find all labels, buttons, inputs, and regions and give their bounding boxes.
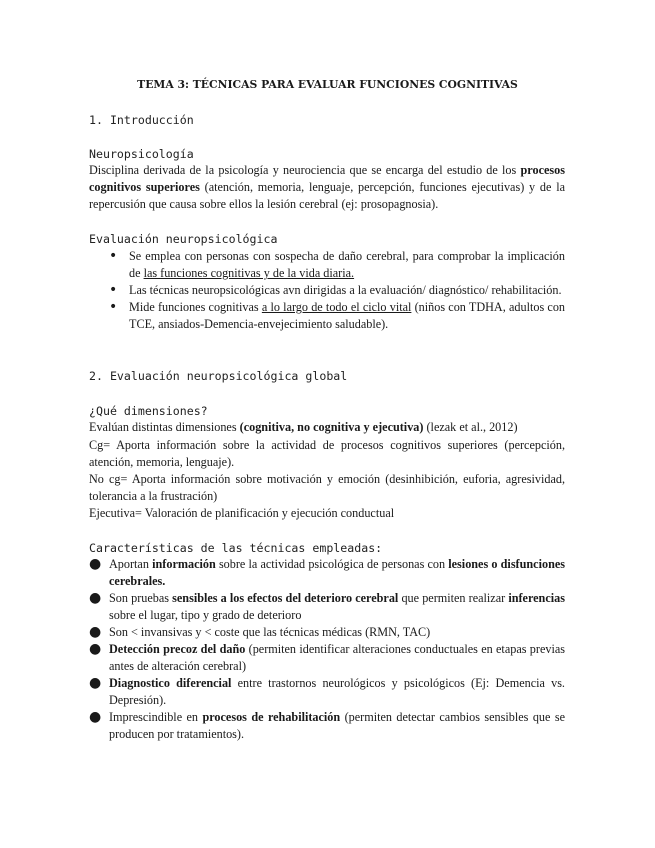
bullet-icon: ● bbox=[89, 624, 102, 640]
text-span: Evalúan distintas dimensiones bbox=[89, 420, 240, 434]
subheading-dimensiones: ¿Qué dimensiones? bbox=[89, 404, 208, 418]
text-span: (permiten detectar cambios sensibles que se producen por tratamientos). bbox=[109, 710, 566, 741]
list-item bbox=[89, 675, 565, 709]
bold-text: lesiones o disfunciones cerebrales. bbox=[109, 557, 565, 588]
bullet-icon: ● bbox=[89, 709, 102, 725]
bullet-icon: • bbox=[109, 299, 118, 315]
paragraph-cg: Cg= Aporta información sobre la actividad de procesos cognitivos superiores (percepción, atención, memoria, lenguaje). bbox=[89, 438, 565, 469]
list-item bbox=[109, 248, 565, 282]
bullet-icon: • bbox=[109, 248, 118, 264]
paragraph-ejecutiva: Ejecutiva= Valoración de planificación y ejecución conductual bbox=[89, 506, 395, 520]
evaluacion-bullet-list bbox=[109, 248, 566, 333]
caracteristicas-bullet-list bbox=[89, 556, 566, 743]
text-span: sobre la actividad psicológica de personas con bbox=[215, 557, 449, 571]
text-span: Mide funciones cognitivas bbox=[129, 300, 262, 314]
text-span: (permiten identificar alteraciones conductuales en etapas previas antes de alteración cerebral) bbox=[109, 642, 565, 673]
text-span: entre trastornos neurológicos y psicológicos (Ej: Demencia vs. Depresión). bbox=[109, 676, 565, 707]
paragraph-neuropsicologia bbox=[89, 162, 565, 213]
bold-text: Detección precoz del daño bbox=[109, 642, 246, 656]
text-span: Aportan bbox=[109, 557, 153, 571]
bold-text: información bbox=[152, 557, 216, 571]
paragraph-no-cg: No cg= Aporta información sobre motivación y emoción (desinhibición, euforia, agresividad, tolerancia a la frustración) bbox=[89, 472, 565, 503]
underlined-text: a lo largo de todo el ciclo vital bbox=[261, 300, 412, 314]
text-span: (lezak et al., 2012) bbox=[423, 420, 518, 434]
bullet-icon: ● bbox=[89, 556, 102, 572]
section-heading-introduccion: 1. Introducción bbox=[89, 113, 194, 127]
list-item bbox=[89, 590, 565, 624]
text-span: Son < invansivas y < coste que las técnicas médicas (RMN, TAC) bbox=[109, 625, 431, 639]
text-span: (atención, memoria, lenguaje, percepción, funciones ejecutivas) y de la repercusión que causa sobre ellos la lesión cerebral (ej: prosopagnosia). bbox=[89, 180, 565, 211]
list-item bbox=[89, 556, 565, 590]
list-item bbox=[89, 624, 565, 641]
bold-text: inferencias bbox=[508, 591, 565, 605]
text-span: Se emplea con personas con sospecha de daño cerebral, para comprobar la implicación de bbox=[129, 249, 565, 280]
bullet-icon: ● bbox=[89, 675, 102, 691]
subheading-caracteristicas: Características de las técnicas empleadas: bbox=[89, 541, 383, 555]
list-item bbox=[109, 299, 566, 333]
text-span: que permiten realizar bbox=[398, 591, 509, 605]
list-item bbox=[89, 709, 566, 743]
text-span: sobre el lugar, tipo y grado de deterioro bbox=[109, 608, 302, 622]
list-item bbox=[109, 282, 565, 299]
text-span: Las técnicas neuropsicológicas avn dirigidas a la evaluación/ diagnóstico/ rehabilitación. bbox=[129, 283, 562, 297]
dimensiones-line bbox=[89, 419, 518, 436]
text-span: Disciplina derivada de la psicología y neurociencia que se encarga del estudio de los bbox=[89, 163, 517, 177]
bullet-icon: • bbox=[109, 282, 118, 298]
bullet-icon: ● bbox=[89, 590, 102, 606]
text-span: (niños con TDHA, adultos con TCE, ansiados-Demencia-envejecimiento saludable). bbox=[129, 300, 566, 331]
bold-text: (cognitiva, no cognitiva y ejecutiva) bbox=[239, 420, 424, 434]
bullet-icon: ● bbox=[89, 641, 102, 657]
subheading-neuropsicologia: Neuropsicología bbox=[89, 147, 194, 161]
text-span: Son pruebas bbox=[109, 591, 173, 605]
list-item bbox=[89, 641, 565, 675]
bold-text: procesos cognitivos superiores bbox=[89, 163, 565, 194]
bold-text: Diagnostico diferencial bbox=[109, 676, 232, 690]
document-title: TEMA 3: TÉCNICAS PARA EVALUAR FUNCIONES COGNITIVAS bbox=[137, 78, 518, 91]
text-span: Imprescindible en bbox=[109, 710, 203, 724]
subheading-evaluacion: Evaluación neuropsicológica bbox=[89, 232, 278, 246]
section-heading-evaluacion-global: 2. Evaluación neuropsicológica global bbox=[89, 369, 348, 383]
bold-text: sensibles a los efectos del deterioro cerebral bbox=[172, 591, 399, 605]
bold-text: procesos de rehabilitación bbox=[202, 710, 341, 724]
underlined-text: las funciones cognitivas y de la vida diaria. bbox=[143, 266, 355, 280]
